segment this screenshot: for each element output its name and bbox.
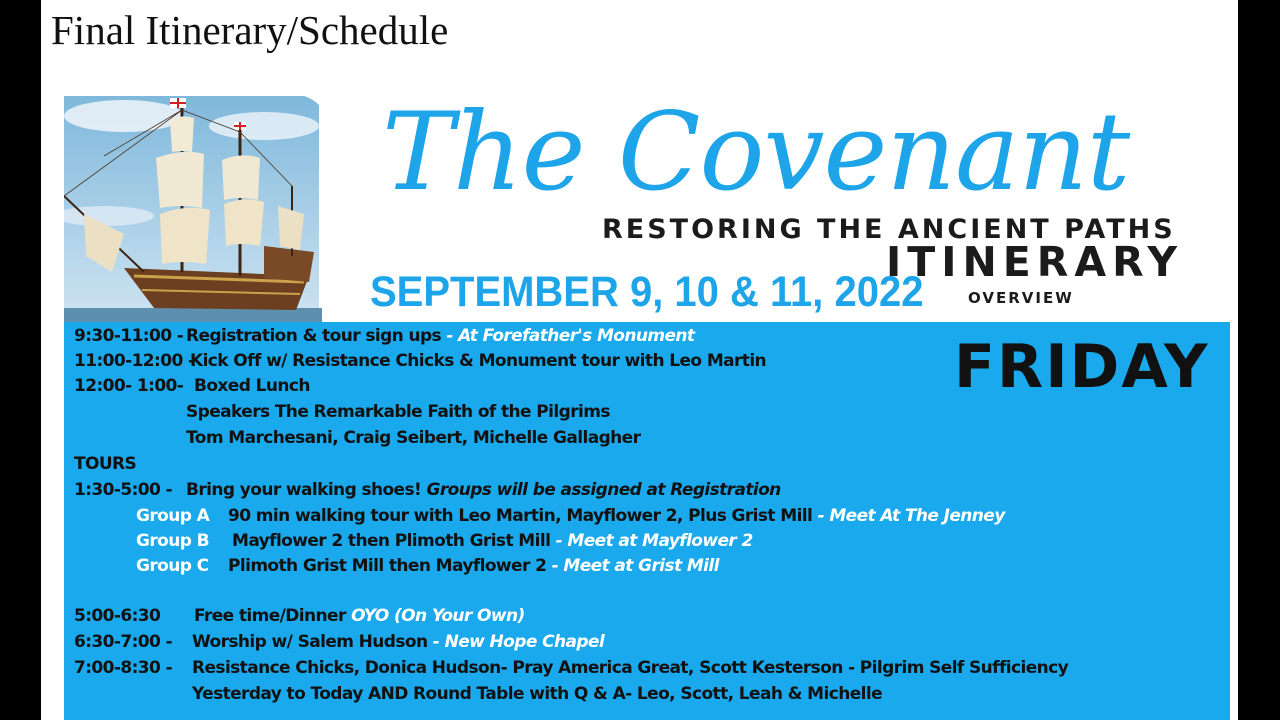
schedule-location: - New Hope Chapel xyxy=(427,632,605,652)
tours-heading: TOURS xyxy=(74,454,137,474)
itinerary-flyer xyxy=(64,96,1230,720)
schedule-text: Speakers The Remarkable Faith of the Pilgrims xyxy=(186,402,610,422)
page-title: Final Itinerary/Schedule xyxy=(51,7,449,53)
schedule-location: - At Forefather's Monument xyxy=(441,326,695,346)
group-label: Group A xyxy=(136,506,210,526)
flyer-title: The Covenant xyxy=(382,96,1130,215)
schedule-location: - Meet At The Jenney xyxy=(812,506,1005,526)
schedule-location: OYO (On Your Own) xyxy=(345,606,525,626)
schedule-text: Worship w/ Salem Hudson xyxy=(192,632,428,652)
itinerary-label: ITINERARY xyxy=(886,238,1184,286)
schedule-text: Bring your walking shoes! xyxy=(186,480,422,500)
schedule-time: 1:30-5:00 - xyxy=(74,480,172,500)
group-label: Group C xyxy=(136,556,209,576)
schedule-time: 5:00-6:30 xyxy=(74,606,161,626)
schedule-time: 6:30-7:00 - xyxy=(74,632,172,652)
schedule-text: Boxed Lunch xyxy=(194,376,310,396)
schedule-text: Resistance Chicks, Donica Hudson- Pray America Great, Scott Kesterson - Pilgrim Self Sufficiency xyxy=(192,658,1069,678)
schedule-time: 12:00- 1:00- xyxy=(74,376,184,396)
schedule-note: Groups will be assigned at Registration xyxy=(421,480,781,500)
schedule-text: Registration & tour sign ups xyxy=(186,326,442,346)
schedule-location: - Meet at Grist Mill xyxy=(546,556,719,576)
schedule-time: 11:00-12:00 - xyxy=(74,351,195,371)
schedule-time: 9:30-11:00 - xyxy=(74,326,184,346)
document-page xyxy=(41,0,1238,720)
mayflower-ship-image xyxy=(64,96,369,324)
overview-label: OVERVIEW xyxy=(968,289,1074,307)
schedule-text: Kick Off w/ Resistance Chicks & Monument tour with Leo Martin xyxy=(190,351,767,371)
schedule-time: 7:00-8:30 - xyxy=(74,658,172,678)
day-heading: FRIDAY xyxy=(954,332,1210,402)
event-dates: SEPTEMBER 9, 10 & 11, 2022 xyxy=(370,268,924,316)
group-label: Group B xyxy=(136,531,209,551)
schedule-text: Tom Marchesani, Craig Seibert, Michelle Gallagher xyxy=(186,428,641,448)
schedule-text: Mayflower 2 then Plimoth Grist Mill xyxy=(232,531,551,551)
schedule-text: Yesterday to Today AND Round Table with Q & A- Leo, Scott, Leah & Michelle xyxy=(192,684,883,704)
schedule-text: Plimoth Grist Mill then Mayflower 2 xyxy=(228,556,547,576)
flyer-tagline: RESTORING THE ANCIENT PATHS xyxy=(602,214,1176,245)
schedule-location: - Meet at Mayflower 2 xyxy=(550,531,753,551)
schedule-text: Free time/Dinner xyxy=(194,606,346,626)
schedule-text: 90 min walking tour with Leo Martin, Mayflower 2, Plus Grist Mill xyxy=(228,506,813,526)
